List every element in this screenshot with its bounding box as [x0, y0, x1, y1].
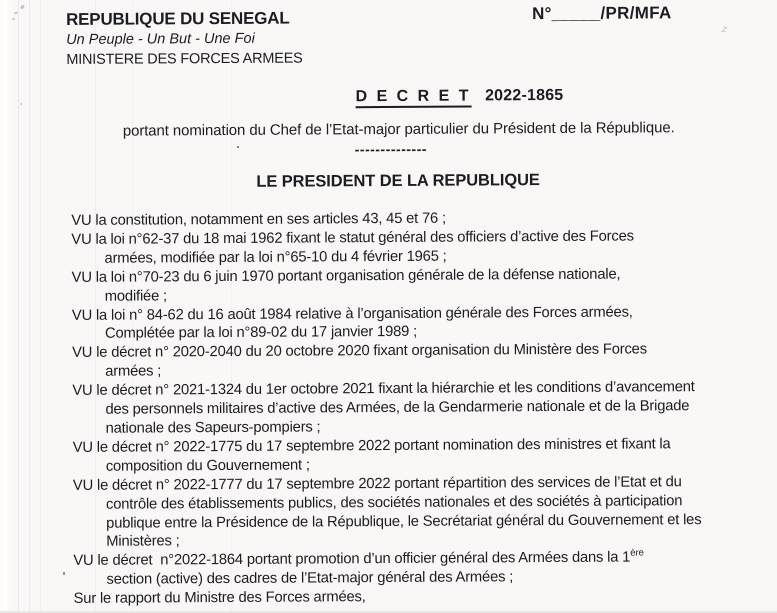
- clause-continuation-line: Ministères ;: [106, 533, 180, 551]
- ministry-name: MINISTERE DES FORCES ARMEES: [66, 50, 303, 68]
- vu-clause: [73, 548, 753, 590]
- clause-continuation-line: nationale des Sapeurs-pompiers ;: [105, 419, 321, 437]
- vu-clause: [72, 340, 752, 382]
- clause-continuation-line: modifiée ;: [104, 287, 167, 305]
- decree-label: D E C R E T: [355, 87, 471, 108]
- clause-first-line: VU la loi n°70-23 du 6 juin 1970 portant organisation générale de la défense nationale,: [71, 266, 621, 286]
- vu-clause: [72, 264, 752, 306]
- vu-clause: [72, 378, 752, 439]
- republic-title: REPUBLIQUE DU SENEGAL: [66, 8, 290, 29]
- vu-clause: [73, 435, 753, 477]
- vu-clause: [73, 472, 753, 552]
- dashed-divider: --------------: [354, 140, 428, 158]
- clause-first-line: VU le décret n° 2022-1777 du 17 septembre 2022 portant répartition des services de l’Etat et du: [72, 473, 682, 494]
- clause-first-line: VU le décret n°2022-1864 portant promotion d’un officier général des Armées dans la 1ère: [73, 547, 644, 570]
- clause-first-line: VU le décret n° 2022-1775 du 17 septembre 2022 portant nomination des ministres et fixant la: [72, 436, 671, 456]
- clause-first-line: VU la constitution, notamment en ses articles 43, 45 et 76 ;: [71, 210, 446, 229]
- clause-continuation-line: armées ;: [105, 363, 162, 380]
- vu-clause: [71, 227, 751, 269]
- clause-first-line: VU le décret n° 2020-2040 du 20 octobre 2020 fixant organisation du Ministère des Forces: [72, 341, 647, 362]
- clause-continuation-line: contrôle des établissements publics, des sociétés nationales et des sociétés à participation: [105, 492, 683, 513]
- clause-first-line: VU la loi n° 84-62 du 16 août 1984 relative à l’organisation générale des Forces armées,: [71, 304, 633, 324]
- letterhead: [66, 9, 303, 70]
- clause-continuation-line: Complétée par la loi n°89-02 du 17 janvier 1989 ;: [104, 324, 418, 343]
- decree-reference-number: N°_____/PR/MFA: [531, 3, 672, 24]
- vu-clauses-list: [71, 208, 753, 590]
- salutation-heading: LE PRESIDENT DE LA REPUBLIQUE: [256, 171, 540, 191]
- clause-continuation-line: publique entre la Présidence de la République, le Secrétariat général du Gouvernement et les: [106, 511, 702, 532]
- vu-clauses-section: [71, 208, 753, 609]
- clause-continuation-line: section (active) des cadres de l’Etat-major général des Armées ;: [106, 569, 514, 588]
- pencil-squiggle: z: [721, 23, 728, 36]
- clause-continuation-line: des personnels militaires d’active des Armées, de la Gendarmerie nationale et de la Brigade: [105, 398, 690, 418]
- report-closing-line: Sur le rapport du Ministre des Forces armées,: [73, 589, 366, 608]
- decree-number: 2022-1865: [484, 86, 564, 105]
- vu-clause: [72, 302, 752, 344]
- clause-continuation-line: armées, modifiée par la loi n°65-10 du 4 février 1965 ;: [104, 248, 447, 267]
- decree-subject: portant nomination du Chef de l’Etat-major particulier du Président de la République.: [122, 119, 675, 140]
- clause-first-line: VU le décret n° 2021-1324 du 1er octobre 2021 fixant la hiérarchie et les conditions d’avancement: [72, 379, 695, 400]
- clause-continuation-line: composition du Gouvernement ;: [105, 457, 310, 475]
- national-motto: Un Peuple - Un But - Une Foi: [66, 30, 255, 48]
- clause-first-line: VU la loi n°62-37 du 18 mai 1962 fixant le statut général des officiers d’active des Forces: [71, 228, 634, 248]
- decree-title: [355, 87, 563, 106]
